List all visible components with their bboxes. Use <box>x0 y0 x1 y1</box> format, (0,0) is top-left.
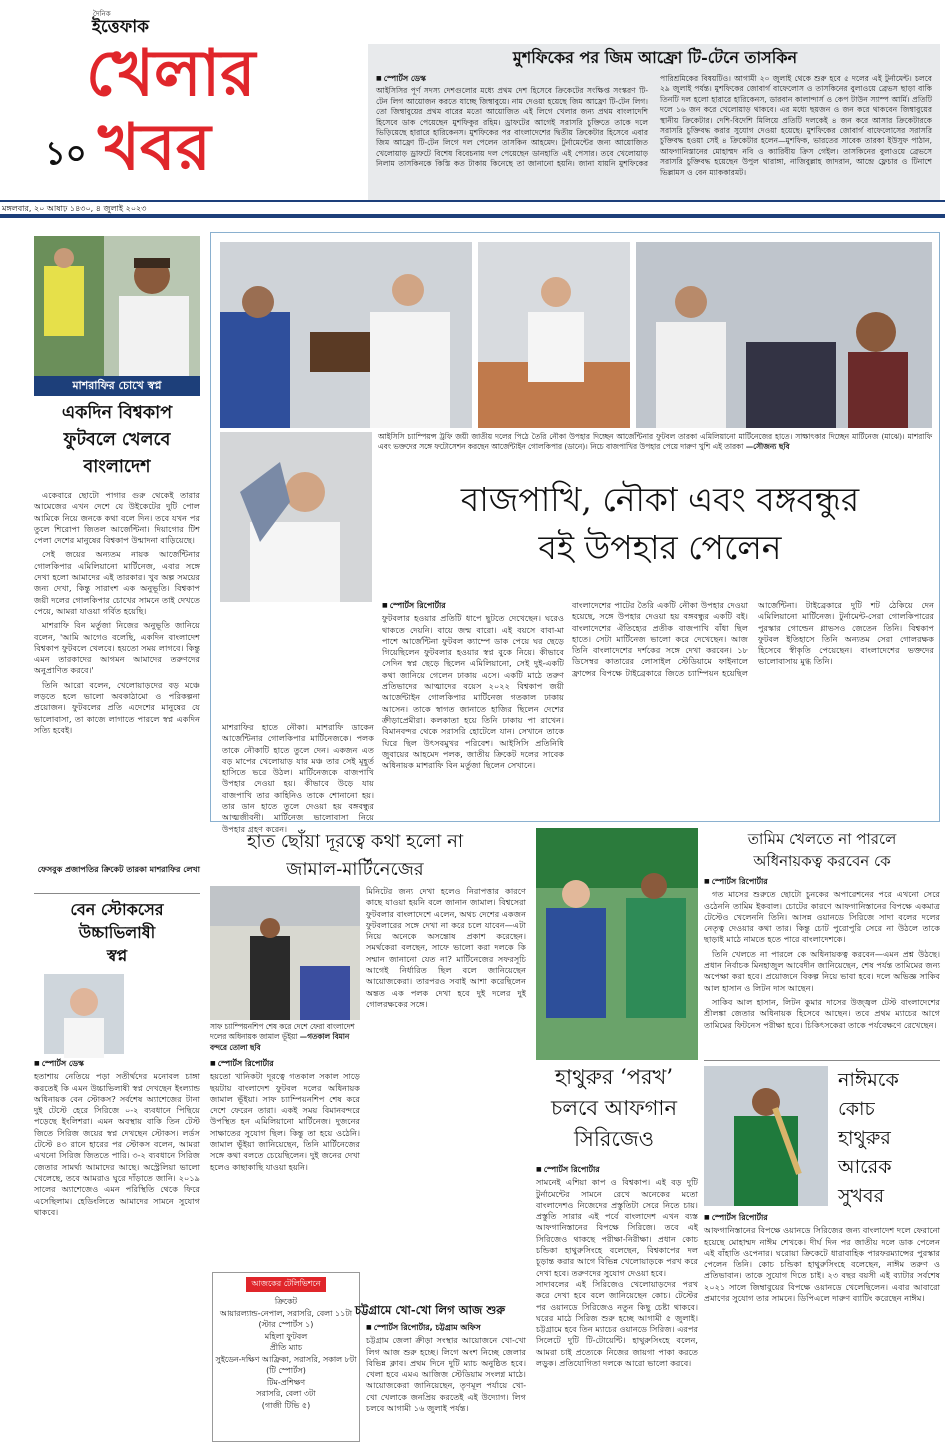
tamim-divider <box>704 1060 940 1061</box>
spread-caption-text: আইসিসি চ্যাম্পিয়ন্স ট্রফি জয়ী জাতীয় দলের পিঠে তৈরি নৌকা উপহার দিচ্ছেন আর্জেন্টিনার ফুটবল তারকা এমিলিয়ানো মার্টিনেজের হাতে। সাক্ষাৎকার দিচ্ছেন মার্টিনেজ (মাঝে)। মাশরাফি এবং ভক্তদের সঙ্গে ফটোসেশন করছেন আর্জেন্টাইন গোলকিপার (ডানে)। নিচে বাজপাখির উপহার পেয়ে দারুণ খুশি এই তারকা <box>378 432 932 451</box>
tv-schedule-line: ক্রিকেট <box>274 1297 298 1306</box>
jamal-text-left: হয়তো খানিকটা দূরত্বে গতকাল সকাল সাড়ে ছয়টায় বাংলাদেশ ফুটবল দলের অধিনায়ক জামাল ভূঁইয়া। সাফ চ্যাম্পিয়নশিপ শেষ করে দেশে ফেরেন তারা। একই সময় বিমানবন্দরে উপস্থিত হন এমিলিয়ানো মার্টিনেজ। দুজনের সাক্ষাতের সুযোগ ছিল। কিন্তু তা হয়ে ওঠেনি। জামাল ভূঁইয়া জানিয়েছেন, তিনি মার্টিনেজের সঙ্গে কথা বলতে চেয়েছিলেন। দুই জনের দেখা হলেও কাছাকাছি যাওয়া হয়নি। <box>210 1071 360 1172</box>
stokes-text: হতাশায় নেতিয়ে পড়া সতীর্থদের মনোবল চাঙ্গা করতেই কি এমন উচ্চাভিলাষী স্বপ্ন দেখছেন ইংল্যান্ড অধিনায়ক বেন স্টোকস? সর্বশেষ অ্যাশেজের টানা দুই টেস্টে হেরে সিরিজে ০-২ ব্যবধানে পিছিয়ে পড়েছে ইংলিশরা। এমন অবস্থায় বাকি তিন টেস্ট জিতে সিরিজ জয়ের স্বপ্ন দেখছেন স্টোকস। লর্ডস টেস্টে ৪৩ রানে হারের পর স্টোকস বলেন, আমরা এখনো সিরিজ জিততে পারি। ৩-২ ব্যবধানে সিরিজ জেতার সামর্থ্য আমাদের আছে। অস্ট্রেলিয়া ভালো খেলেছে, তবে আমরাও ঘুরে দাঁড়াতে জানি। ২০১৯ সালের অ্যাশেজেও এমন পরিস্থিতি থেকে ফিরে এসেছিলাম। হেডিংলিতে আমাদের সামনে সুযোগ থাকবে। <box>34 1071 200 1217</box>
sidebar-headline: একদিন বিশ্বকাপ ফুটবলে খেলবে বাংলাদেশ <box>61 403 173 477</box>
spread-photo-falcon <box>220 432 372 602</box>
tv-schedule-line: (টি স্পোর্টস) <box>266 1366 306 1375</box>
page-number: ১০ <box>45 134 87 172</box>
sidebar-paragraph: তিনি আরো বলেন, খেলোয়াড়দের বড় মঞ্চে লড়তে হলে ভালো অবকাঠামো ও পরিকল্পনা প্রয়োজন। ফুটবলের প্রতি এদেশের মানুষের যে ভালোবাসা, তা কাজে লাগাতে পারলে স্বপ্ন একদিন সত্যি হবেই। <box>34 679 200 735</box>
spread-text-mid: মাশরাফির হাতে নৌকা। মাশরাফি ডাকেন আর্জেন্টিনার গোলকিপার মার্টিনেজকে। পলক তাকে নৌকাটি হাতে তুলে দেন। একজন এত বড় মাপের খেলোয়াড় যার মঞ্চ তার সেই মূহূর্ত হাসিতে ভরে উঠল। মার্টিনেজকে বাজপাখি উপহার দেওয়া হয়। কীভাবে উড়ে যায় বাজপাখি তার কাহিনিও তাকে শোনানো হয়। তার ডান হাতে তুলে দেওয়া হয় বঙ্গবন্ধুর আত্মজীবনী। মার্টিনেজ ভালোবাসা নিয়ে উপহার গ্রহণ করেন। <box>222 722 374 834</box>
tamim-byline: ■ স্পোর্টস রিপোর্টার <box>704 876 940 887</box>
sidebar-signature: ফেসবুক প্রজাপতির ক্রিকেট তারকা মাশরাফির লেখা <box>37 865 200 874</box>
dateline-bar <box>0 214 945 218</box>
hathuru-body-left <box>536 1164 698 1448</box>
stokes-headline-line: বেন স্টোকসের <box>70 900 164 919</box>
tv-schedule-line: (গাজী টিভি ৫) <box>261 1400 311 1410</box>
hathuru-headline-line: সিরিজেও <box>573 1127 655 1151</box>
tamim-paragraph: তিনি খেলতে না পারলে কে অধিনায়কত্ব করবেন—এমন প্রশ্ন উঠছে। প্রধান নির্বাচক মিনহাজুল আবেদীন জানিয়েছেন, শেষ পর্যন্ত তামিমের জন্য অপেক্ষা করা হবে। প্রয়োজনে বিকল্প নিয়ে ভাবা হবে। দলে অভিজ্ঞ সাকিব আল হাসান ও লিটন দাস আছেন। <box>704 948 940 993</box>
jamal-byline: ■ স্পোর্টস রিপোর্টার <box>210 1058 360 1069</box>
naim-headline <box>830 1066 940 1211</box>
stokes-photo <box>44 974 124 1054</box>
dateline-bar-top <box>0 200 945 202</box>
dateline: মঙ্গলবার, ২০ আষাঢ় ১৪৩০, ৪ জুলাই ২০২৩ <box>2 204 147 213</box>
stokes-byline: ■ স্পোর্টস ডেস্ক <box>34 1058 200 1069</box>
spread-photo-gift <box>220 242 472 428</box>
hathuru-body-right <box>536 1279 698 1369</box>
stokes-headline-line: স্বপ্ন <box>106 946 128 965</box>
spread-text-left: ফুটবলার হওয়ার প্রতিটি ধাপে ছুটতে দেখেছেন। ঘরেও থাকতে দেয়নি। বায়ে জন্ম বারো। এই বয়সে বাবা-মা পাশে আর্জেন্টিনা ফুটবল ক্যাম্পে ডাক পেয়ে ঘর ছেড়ে গিয়েছিলেন ফুটবলার হওয়ার স্বপ্ন বুকে নিয়ে। কীভাবে সেদিন স্বপ্ন ছেড়ে ছিলেন এমিলিয়ানো, সেই দুই-একটি কথা জানিয়ে গেলেন ঢাকায় এসে। একটি মাঠে তরুণ প্রতিভাদের আত্মাদের বয়েস ২০২২ বিশ্বকাপ জয়ী আর্জেন্টাইন গোলকিপার মার্টিনেজ গতকাল ঢাকায় আসেন। তাকে স্বাগত জানাতে হাজির ছিলেন দেশের ক্রীড়াপ্রেমীরা। কলকাতা হয়ে তিনি ঢাকায় পা রাখেন। বিমানবন্দর থেকে সরাসরি হোটেলে যান। সেখানে তাকে ঘিরে ছিল উৎসবমুখর পরিবেশ। আইসিসি প্রতিনিধি জুবায়ের আহমেদ পলক, জাতীয় ক্রিকেট দলের সাবেক অধিনায়ক মাশরাফি বিন মর্তুজা ছিলেন সেখানে। <box>382 613 564 771</box>
tv-schedule-line: মহিলা ফুটবল <box>264 1331 308 1341</box>
jamal-caption-text: সাফ চ্যাম্পিয়নশিপ শেষ করে দেশে ফেরা বাংলাদেশ দলের অধিনায়ক জামাল ভূঁইয়া <box>210 1022 355 1042</box>
naim-headline-line: হাথুরুর <box>838 1127 891 1149</box>
stokes-body <box>34 1058 200 1448</box>
hathuru-photo <box>536 828 698 1060</box>
tamim-headline-line: তামিম খেলতে না পারলে <box>747 830 897 848</box>
naim-headline-line: আরেক <box>838 1156 892 1178</box>
section-title-line2: খবর <box>98 111 211 185</box>
tv-schedule-line: টিম-প্রশিক্ষণ <box>266 1377 306 1387</box>
top-story-text: আইসিসির পূর্ণ সদস্য দেশগুলোর মধ্যে প্রথম দেশ হিসেবে ক্রিকেটের সংক্ষিপ্ত সংস্করণ টি-টেন লিগ আয়োজন করতে যাচ্ছে জিম্বাবুয়ে। নাম দেওয়া হয়েছে জিম আফ্রো টি-টেন লিগ। তো জিম্বাবুয়ের প্রথম বারের মতো আয়োজিত এই লিগে খেলার জন্য প্রথম বাংলাদেশি হিসেবে ডাক পেয়েছেন মুশফিকুর রহিম। ড্রাফটের আগেই সরাসরি চুক্তিতে তাকে দলে ভিড়িয়েছে হারারে হারিকেনস। মুশফিকের পর বাংলাদেশের দ্বিতীয় ক্রিকেটার হিসেবে এবার জিম আফ্রো টি-টেন লিগে দল পেলেন তাসকিন আহমেদ। টুর্নামেন্টের জন্য আয়োজিত খেলোয়াড় ড্রাফটে বিশেষ বিবেচনায় দল পেয়েছেন ডানহাতি এই পেসার। তবে খেলোয়াড় নিলাম তাসকিনকে কিস্তি কত টাকায় কিনেছে তা জানানো হয়নি। জানা যায়নি মুশফিকের পারিশ্রমিকের বিষয়টিও। আগামী ২০ জুলাই থেকে শুরু হবে ৫ দলের এই টুর্নামেন্ট। চলবে ২৯ জুলাই পর্যন্ত। মুশফিকের জোবার্গ বাফেলোস ও তাসকিনের বুলাওয়ে ব্রেভস ছাড়া বাকি তিনটি দল হলো হারারে হারিকেনস, ডারবান কালান্দার্স ও কেপ টাউন স্যাম্প আর্মি। প্রতিটি দলে ১৬ জন করে খেলোয়াড় থাকবে। এর মধ্যে ছয়জন ও জন করে থাকবেন জিম্বাবুয়ের স্থানীয় ক্রিকেটার। দেশি-বিদেশি মিলিয়ে প্রতিটি দলকেই ৪ জন করে আসার ক্রিকেটারকে সরাসরি চুক্তিবদ্ধ করার সুযোগ দেওয়া হয়েছে। মুশফিকের জোবার্গ বাফেলোসের সরাসরি চুক্তিবদ্ধ হওয়া সেই ৪ ক্রিকেটার হলেন—মুশফিক, ভারতের সাবেক তারকা ইউসুফ পাঠান, আফগানিস্তানের মোহাম্মদ নবি ও ক্যারিবীয় ক্রিস গেইল। তাসকিনের বুলাওয়ে ব্রেভসে সরাসরি চুক্তিবদ্ধ হয়েছেন উপুল থারাঙ্গা, নাজিবুল্লাহ জাদরান, আন্দ্রে ফ্লেচার ও টিনাশে ভিল্লামস ও বেন ম্যাককারমট। <box>376 74 932 177</box>
spread-headline <box>382 476 938 572</box>
tv-schedule-line: সরাসরি, বেলা ৩টা <box>256 1389 316 1398</box>
naim-byline: ■ স্পোর্টস রিপোর্টার <box>704 1212 940 1223</box>
naim-headline-line: কোচ <box>838 1098 875 1120</box>
sidebar-paragraph: একেবারে ছোটো পাগার গুরু থেকেই তারার আমেজের এখন দেশে যে উইকেটের দুটি পোল আমিকে নিয়ে জনকে কথা বলে দিন। তবে যখন পর তুলে শিরোপা জিতল আর্জেন্টিনা। দিয়াগোর টিশ পেলা দেশের মানুষের বিশ্বকাপ উন্মাদনা বাড়িয়েছে। <box>34 490 200 546</box>
tamim-paragraph: সাকিব আল হাসান, লিটন কুমার দাসের উজ্জ্বল টেস্ট বাংলাদেশের শ্রীলঙ্কা জেতার অধিনায়ক হিসেবে আছেন। তবে প্রথম ম্যাচের আগে তামিমের ফিটনেস পরীক্ষা হবে। চিকিৎসকেরা তাকে পর্যবেক্ষণে রেখেছেন। <box>704 996 940 1030</box>
sidebar-divider <box>34 893 200 894</box>
sidebar-paragraph: মাশরাফি বিন মর্তুজা নিজের অনুভূতি জানিয়ে বলেন, 'আমি আগেও বলেছি, একদিন বাংলাদেশ বিশ্বকাপ ফুটবলে খেলবে। হয়তো সময় লাগবে। কিন্তু এমন তারকাদের আগমন আমাদের তরুণদের অনুপ্রাণিত করবে।' <box>34 620 200 676</box>
sidebar-body <box>34 490 200 860</box>
chattogram-byline: ■ স্পোর্টস রিপোর্টার, চট্টগ্রাম অফিস <box>366 1322 526 1333</box>
tv-schedule-line: আয়ারল্যান্ড-নেপাল, সরাসরি, বেলা ১১টা <box>219 1308 353 1318</box>
spread-body-mid <box>222 606 374 834</box>
tamim-headline-line: অধিনায়কত্ব করবেন কে <box>753 852 891 870</box>
hathuru-text-right: সাদাবলের এই সিরিজেও খেলোয়াড়দের পরখ করে দেখা হবে বলে জানিয়েছেন কোচ। টেস্টের পর ওয়ানডে সিরিজেও নতুন কিছু চেষ্টা থাকবে। ঘরের মাঠে সিরিজ শুরু হচ্ছে আগামী ৫ জুলাই। চট্টগ্রামে হবে তিন ম্যাচের ওয়ানডে সিরিজ। এরপর সিলেটে দুটি টি-টোয়েন্টি। হাথুরুসিংহে বলেন, আমরা চাই প্রত্যেকে নিজের জায়গা পাকা করতে লড়ুক। প্রতিযোগিতা দলকে আরো ভালো করবে। <box>536 1278 698 1369</box>
chattogram-body <box>366 1322 526 1448</box>
mashrafe-photo <box>34 236 200 376</box>
sidebar-paragraph: সেই জয়ের অন্যতম নায়ক আর্জেন্টিনার গোলকিপার এমিলিয়ানো মার্টিনেজ, এবার সঙ্গে দেখা হলো আমাদের এই তারকার। খুব অল্প সময়ের জন্য দেখা, কিন্তু সারাংশ এক অনুভূতি। বিশ্বকাপ জয়ী দলের গোলকিপার চোখের সামনে তাই দেখতে পেয়ে, আমরা যাওয়া গর্বিত হয়েছি। <box>34 549 200 616</box>
top-story-body <box>376 74 932 196</box>
tv-schedule-box <box>212 1272 360 1442</box>
naim-text: আফগানিস্তানের বিপক্ষে ওয়ানডে সিরিজের জন্য বাংলাদেশ দলে ফেরানো হয়েছে মোহাম্মদ নাঈম শেখকে। দীর্ঘ দিন পর জাতীয় দলে ডাক পেলেন এই বাঁহাতি ওপেনার। ঘরোয়া ক্রিকেটে ধারাবাহিক পারফরম্যান্সের পুরস্কার পেলেন তিনি। কোচ চন্ডিকা হাথুরুসিংহে বলেছেন, নাঈম তরুণ ও প্রতিভাবান। তাকে সুযোগ দিতে চাই। ২৩ বছর বয়সী এই ব্যাটার সর্বশেষ ২০২১ সালে জিম্বাবুয়ের বিপক্ষে ওয়ানডে খেলেছিলেন। এবার আবারো প্রমাণের সুযোগ তার সামনে। ডিপিএলে দারুণ ব্যাটিং করেছেন নাঈম। <box>704 1225 940 1304</box>
spread-photo-interview <box>478 242 630 428</box>
jamal-photo-caption <box>210 1022 360 1054</box>
jamal-headline <box>178 828 532 884</box>
spread-caption <box>378 432 932 462</box>
naim-photo <box>704 1066 828 1206</box>
jamal-headline-line: জামাল-মার্টিনেজের <box>286 859 424 880</box>
spread-photo-fans <box>636 242 932 428</box>
jamal-headline-line: হাত ছোঁয়া দূরত্বে কথা হলো না <box>246 831 464 852</box>
chattogram-text: চট্টগ্রাম জেলা ক্রীড়া সংস্থার আয়োজনে খো-খো লিগ আজ শুরু হচ্ছে। লিগে অংশ নিচ্ছে জেলার বিভিন্ন ক্লাব। প্রথম দিনে দুটি ম্যাচ অনুষ্ঠিত হবে। খেলা হবে এমএ আজিজ স্টেডিয়াম সংলগ্ন মাঠে। আয়োজকেরা জানিয়েছেন, তৃণমূল পর্যায়ে খো-খো খেলাকে জনপ্রিয় করতেই এই উদ্যোগ। লিগ চলবে আগামী ১৬ জুলাই পর্যন্ত। <box>366 1335 526 1414</box>
naim-headline-line: নাঈমকে <box>838 1069 899 1091</box>
naim-headline-line: সুখবর <box>838 1185 885 1207</box>
tamim-headline <box>704 828 940 872</box>
stokes-headline <box>34 898 200 967</box>
chattogram-headline: চট্টগ্রামে খো-খো লিগ আজ শুরু <box>354 1303 506 1317</box>
hathuru-headline-line: হাথুরুর ‘পরখ’ <box>554 1065 673 1089</box>
top-story-headline: মুশফিকের পর জিম আফ্রো টি-টেনে তাসকিন <box>512 48 798 67</box>
tv-schedule-line: প্রীতি ম্যাচ <box>269 1343 303 1352</box>
sidebar-kicker: মাশরাফির চোখে স্বপ্ন <box>34 376 200 396</box>
spread-body-left <box>382 600 564 816</box>
jamal-body-left <box>210 1058 360 1268</box>
section-title-line1: খেলার <box>86 37 256 111</box>
jamal-body-right <box>366 886 526 1326</box>
jamal-caption-credit: —গতকাল বিমান বন্দরে তোলা ছবি <box>210 1032 350 1052</box>
paper-name: ইত্তেফাক <box>92 17 150 37</box>
jamal-photo <box>210 886 360 1020</box>
spread-headline-line: বাজপাখি, নৌকা এবং বঙ্গবন্ধুর <box>460 480 860 519</box>
hathuru-byline: ■ স্পোর্টস রিপোর্টার <box>536 1164 698 1175</box>
spread-caption-credit: —সৌজন্য ছবি <box>745 442 790 451</box>
tamim-body <box>704 876 940 1058</box>
jamal-text-right: মিনিটের জন্য দেখা হলেও নিরাপত্তার কারণে কাছে যাওয়া হয়নি বলে জানান জামাল। বিশ্বসেরা ফুটবলার বাংলাদেশে এলেন, অথচ দেশের একজন ফুটবলারের সঙ্গে দেখা না করে চলে যাবেন—এটা নিয়ে অনেকে অসন্তোষ প্রকাশ করেছেন। সমর্থকেরা বলছেন, সাফে ভালো করা দলকে কি সম্মান জানানো যেত না? মার্টিনেজের সফরসূচি আগেই নির্ধারিত ছিল বলে জানিয়েছেন আয়োজকেরা। তারপরও সবাই আশা করেছিলেন অন্তত এক পলক দেখা হবে দুই দলের দুই গোলরক্ষকের সঙ্গে। <box>366 886 527 1009</box>
hathuru-headline-line: চলবে আফগান <box>550 1096 677 1120</box>
spread-body-right <box>572 600 934 816</box>
paper-prefix: দৈনিক <box>93 10 111 18</box>
spread-headline-line: বই উপহার পেলেন <box>538 528 782 567</box>
hathuru-text-left: সামনেই এশিয়া কাপ ও বিশ্বকাপ। এই বড় দুটি টুর্নামেন্টের সামনে রেখে অনেকের মতো বাংলাদেশও নিজেদের প্রস্তুতিটা সেরে নিতে চায়। প্রস্তুতি সারার এই পর্বে বাংলাদেশ এখন ব্যস্ত আফগানিস্তানের বিপক্ষে সিরিজে। তবে এই সিরিজেও থাকছে পরীক্ষা-নিরীক্ষা। প্রধান কোচ চন্ডিকা হাথুরুসিংহে বলেছেন, বিশ্বকাপের দল চূড়ান্ত করার আগে বিভিন্ন খেলোয়াড়কে পরখ করে দেখা হবে। তরুণদের সুযোগ দেওয়া হবে। <box>536 1177 698 1278</box>
top-story-byline: ■ স্পোর্টস ডেস্ক <box>376 74 648 84</box>
naim-body <box>704 1212 940 1448</box>
tv-schedule-title: আজকের টেলিভিশনে <box>246 1277 326 1292</box>
spread-byline: ■ স্পোর্টস রিপোর্টার <box>382 600 564 611</box>
hathuru-headline <box>520 1062 708 1155</box>
stokes-headline-line: উচ্চাভিলাষী <box>78 923 156 942</box>
spread-text-right: বাংলাদেশের পাটের তৈরি একটি নৌকা উপহার দেওয়া হয়েছে, সঙ্গে উপহার দেওয়া হয় বঙ্গবন্ধুর একটি বই। বাংলাদেশের ঐতিহ্যের প্রতীক বাজপাখি বাঁধা ছিল হাতে। সেটা মার্টিনেজ ভালো করে দেখেছেন। আজ তিনি বাংলাদেশের দর্শকের সঙ্গে দেখা করবেন। ১৮ ডিসেম্বর কাতারের লোসাইল স্টেডিয়ামে ফাইনালে ফ্রান্সের বিপক্ষে টাইব্রেকারে জিতে চ্যাম্পিয়ন হয়েছিল আর্জেন্টিনা। টাইব্রেকারে দুটি শট ঠেকিয়ে দেন এমিলিয়ানো মার্টিনেজ। টুর্নামেন্ট-সেরা গোলকিপারের পুরস্কার গোল্ডেন গ্লাভসও জেতেন তিনি। বিশ্বকাপ ফুটবল ইতিহাসে তিনি অন্যতম সেরা গোলরক্ষক হিসেবে স্বীকৃতি পেয়েছেন। বাংলাদেশের ভক্তদের ভালোবাসায় মুগ্ধ তিনি। <box>572 600 934 678</box>
masthead <box>0 0 945 200</box>
tv-schedule-line: সুইডেন-দক্ষিণ আফ্রিকা, সরাসরি, সকাল ৮টা <box>215 1354 357 1364</box>
tamim-paragraph: গত মাসের শুরুতে ছোটো চুনকের অপারেশনের পরে এখনো সেরে ওঠেননি তামিম ইকবাল। চোটের কারণে আফগানিস্তানের বিপক্ষে একমাত্র টেস্টেও খেলেননি তিনি। আসন্ন ওয়ানডে সিরিজে সাদা বলের দলের নেতৃত্ব দেওয়ার কথা তার। কিন্তু চোট পুরোপুরি সেরে না উঠলে তাকে ছাড়াই মাঠে নামতে হতে পারে বাংলাদেশকে। <box>704 889 940 945</box>
tv-schedule-line: (স্টার স্পোর্টস ১) <box>258 1320 314 1329</box>
